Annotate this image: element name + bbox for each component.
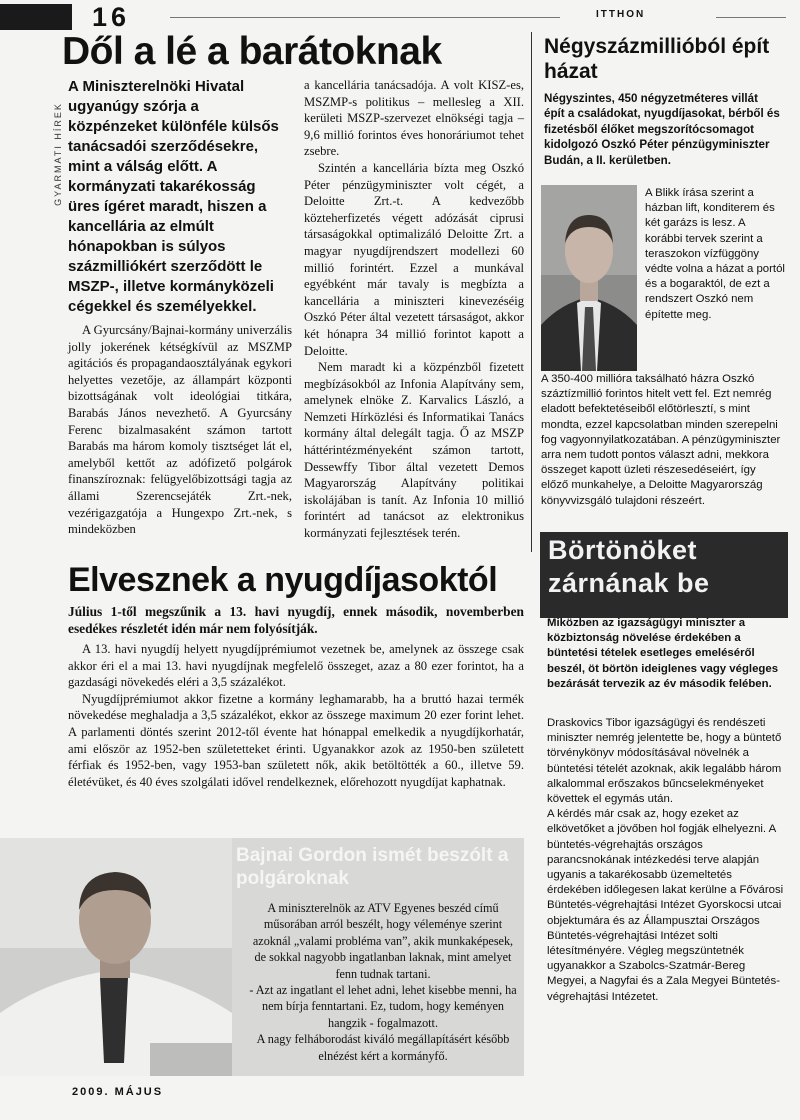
article2-title: Elvesznek a nyugdíjasoktól bbox=[68, 561, 498, 599]
sidebar2-body bbox=[547, 716, 785, 1005]
sidebar2-paragraph: A kérdés már csak az, hogy ezeket az elkövetőket a jövőben hol fogják elhelyezni. A büntetés-végrehajtás országos parancsnokának intézkedési terve alapján ugyanis a takarékosabb üzemeltetés érdekében időlegesen lakat kerülne a Fővárosi Büntetés-végrehajtási Intézet Gyorskocsi utcai objektumára és az Állampusztai Országos Büntetés-végrehajtási Intézet solti létesítményére. Végleg megszüntetnék ugyanakkor a Szabolcs-Szatmár-Bereg Megyei, a Nagyfai és a Zala Megyei Büntetés-végrehajtási Intézetet. bbox=[547, 808, 784, 1003]
article1-paragraph: a kancellária tanácsadója. A volt KISZ-es, MSZMP-s politikus – mellesleg a XII. kerületi MSZP-szervezet elnökségi tagja – 9,6 millió forintos éves honoráriumot tehet zsebre. bbox=[304, 78, 524, 159]
box-body bbox=[248, 900, 518, 1064]
side-label: GYARMATI HÍREK bbox=[53, 102, 63, 206]
header-black-bar bbox=[0, 4, 72, 30]
article2-paragraph: Nyugdíjprémiumot akkor fizetne a kormány leghamarabb, ha a bruttó hazai termék növekedése meghaladja a 3,5 százalékot, ekkor az összege maximum 20 ezer forint lehet. A parlamenti döntés szerint 2012-től évente hat hónappal emelkedik a nyugdíjkorhatár, ami először az 1952-ben születetteket érinti. Ugyanakkor azok az 1950-ben született férfiak és 1952-ben, vagy 1953-ban született nők, akik betöltötték a 60., illetve 59. életévüket, és 40 éves szolgálati idővel rendelkeznek, előrehozott nyugdíjat kaphatnak. bbox=[68, 691, 524, 789]
sidebar2-title: Börtönöket zárnának be bbox=[548, 535, 710, 598]
column-divider bbox=[531, 32, 532, 552]
article1-paragraph: A Gyurcsány/Bajnai-kormány univerzális jolly jokerének kétségkívül az MSZMP agitációs és propagandaosztályának egykori helyettes vezetője, az állampárt központi bizottságának volt ideológiai titkára, Barabás János nevezhető. A Gyurcsány Ferenc bizalmasaként számon tartott Barabás ma három komoly tisztséget lát el, amelyből kettőt az adófizető polgárok finanszíroznak: felügyelőbizottsági tagja az állami Szerencsejáték Zrt.-nek, vezérigazgatója a Hungexpo Zrt.-nek, s mindeközben bbox=[68, 323, 292, 537]
minister-portrait-photo bbox=[541, 185, 637, 371]
box-title: Bajnai Gordon ismét beszólt a polgároknak bbox=[236, 845, 509, 889]
article1-paragraph: Nem maradt ki a közpénzből fizetett megbízásokból az Infonia Alapítvány sem, amelynek elnöke Z. Karvalics László, a Nemzeti Hírközlési és Informatikai Tanács kormány által delegált tagja. Ő az MSZP háttérintézményeként számon tartott, Dessewffy Tibor által vezetett Demos Magyarország Alapítvány politikai iskolájában is tanít. Az Infonia 10 millió forintért ad tanácsot az elektronikus kormányzati fejlesztések terén. bbox=[304, 360, 524, 541]
sidebar1-body-b: A 350-400 millióra taksálható házra Oszkó száztízmillió forintos hitelt vett fel. Ezt nemrég eladott befektetéseiből előtörlesztí, s mint mondta, ezzel kapcsolatban minden szerepelni fog vagyonnyilatkozatában. A pénzügyminiszter arra nem tudott pontos választ adni, mekkora összeget kapott üzleti részesedéseiért, így előző munkahelye, a Deloitte Magyarország könyvvizsgáló tulajdoni részeért. bbox=[541, 373, 781, 507]
article1-paragraph: Szintén a kancellária bízta meg Oszkó Péter pénzügyminiszter volt cégét, a Deloitte Zrt.-t. A kedvezőbb közteherfizetés végett adózását ciprusi társaságokkal optimalizáló Deloitte Zrt. a magyar nyugdíjrendszert modellezi 60 millió forintért. Ezzel a munkával egyébként már tavaly is megbízta a kancellária a miniszteri kinevezéséig Oszkó Péter által vezetett társaságot, akkor két hónapra 34 millió forintot kapott a Deloitte. bbox=[304, 160, 524, 358]
header-rule bbox=[170, 17, 560, 18]
article2-body bbox=[68, 641, 524, 790]
article1-column-1 bbox=[68, 322, 292, 538]
issue-date: 2009. MÁJUS bbox=[72, 1086, 164, 1098]
header-rule-right bbox=[716, 17, 786, 18]
article1-column-2 bbox=[304, 77, 524, 542]
box-paragraph: - Azt az ingatlant el lehet adni, lehet kisebbe menni, ha nem bírja fenntartani. Ez, tudom, hogy keményen hangzik - fogalmazott. bbox=[249, 983, 517, 1030]
sidebar1-lead: Négyszintes, 450 négyzetméteres villát épít a családokat, nyugdíjasokat, bérből és fizetésből élőket megszorítócsomagot kidolgozó Oszkó Péter pénzügyminiszter Budán, a II. kerületben. bbox=[544, 92, 780, 167]
section-label: ITTHON bbox=[596, 9, 646, 20]
prime-minister-photo bbox=[0, 838, 232, 1076]
page-number: 16 bbox=[92, 2, 131, 32]
box-paragraph: A miniszterelnök az ATV Egyenes beszéd című műsorában arról beszélt, hogy véleménye szerint azoknál „valami probléma van”, akik munkaképesek, de sokkal nagyobb ingatlanban laknak, mint amelyet fenn tudnak tartani. bbox=[252, 901, 514, 981]
sidebar1-title: Négyszázmillióból épít házat bbox=[544, 35, 770, 83]
article1-lead: A Miniszterelnöki Hivatal ugyanúgy szórja a közpénzeket különféle külsős tanácsadói szerződésekre, mint a válság előtt. A kormányzati takarékosság üres ígéret maradt, hiszen a kancellária az elmúlt hónapokban is súlyos százmilliókért szerződött le MSZP-, illetve kormányközeli cégekkel és személyekkel. bbox=[68, 78, 279, 315]
sidebar2-lead: Miközben az igazságügyi miniszter a közbiztonság növelése érdekében a büntetési tételek esetleges emeléséről beszél, öt börtön ideiglenes vagy végleges bezárását tervezik az év második felében. bbox=[547, 617, 779, 690]
article2-lead: Július 1-től megszűnik a 13. havi nyugdíj, ennek második, novemberben esedékes részletét idén már nem folyósítják. bbox=[68, 604, 524, 636]
article1-title: Dől a lé a barátoknak bbox=[62, 30, 442, 73]
sidebar2-paragraph: Draskovics Tibor igazságügyi és rendészeti miniszter nemrég jelentette be, hogy a büntető törvénykönyv módosításával növelnék a büntetési tételét azoknak, akik legalább három alkalommal erőszakos bűncselekményeket követtek el egymás után. bbox=[547, 717, 782, 806]
article2-paragraph: A 13. havi nyugdíj helyett nyugdíjprémiumot vezetnek be, amelynek az összege csak akkor éri el a mai 13. havi nyugdíjnak megfelelő összeget, azaz a 80 ezer forintot, ha a gazdasági növekedés eléri a 3,5 százalékot. bbox=[68, 642, 524, 690]
sidebar1-body-a: A Blikk írása szerint a házban lift, konditerem és két garázs is lesz. A korábbi tervek szerint a teraszokon vízfüggöny védte volna a házat a portól és a bogaraktól, de ezt a rendszert Oszkó nem építette meg. bbox=[645, 187, 785, 321]
box-paragraph: A nagy felháborodást kiváló megállapításért később elnézést kért a kormányfő. bbox=[256, 1032, 510, 1063]
